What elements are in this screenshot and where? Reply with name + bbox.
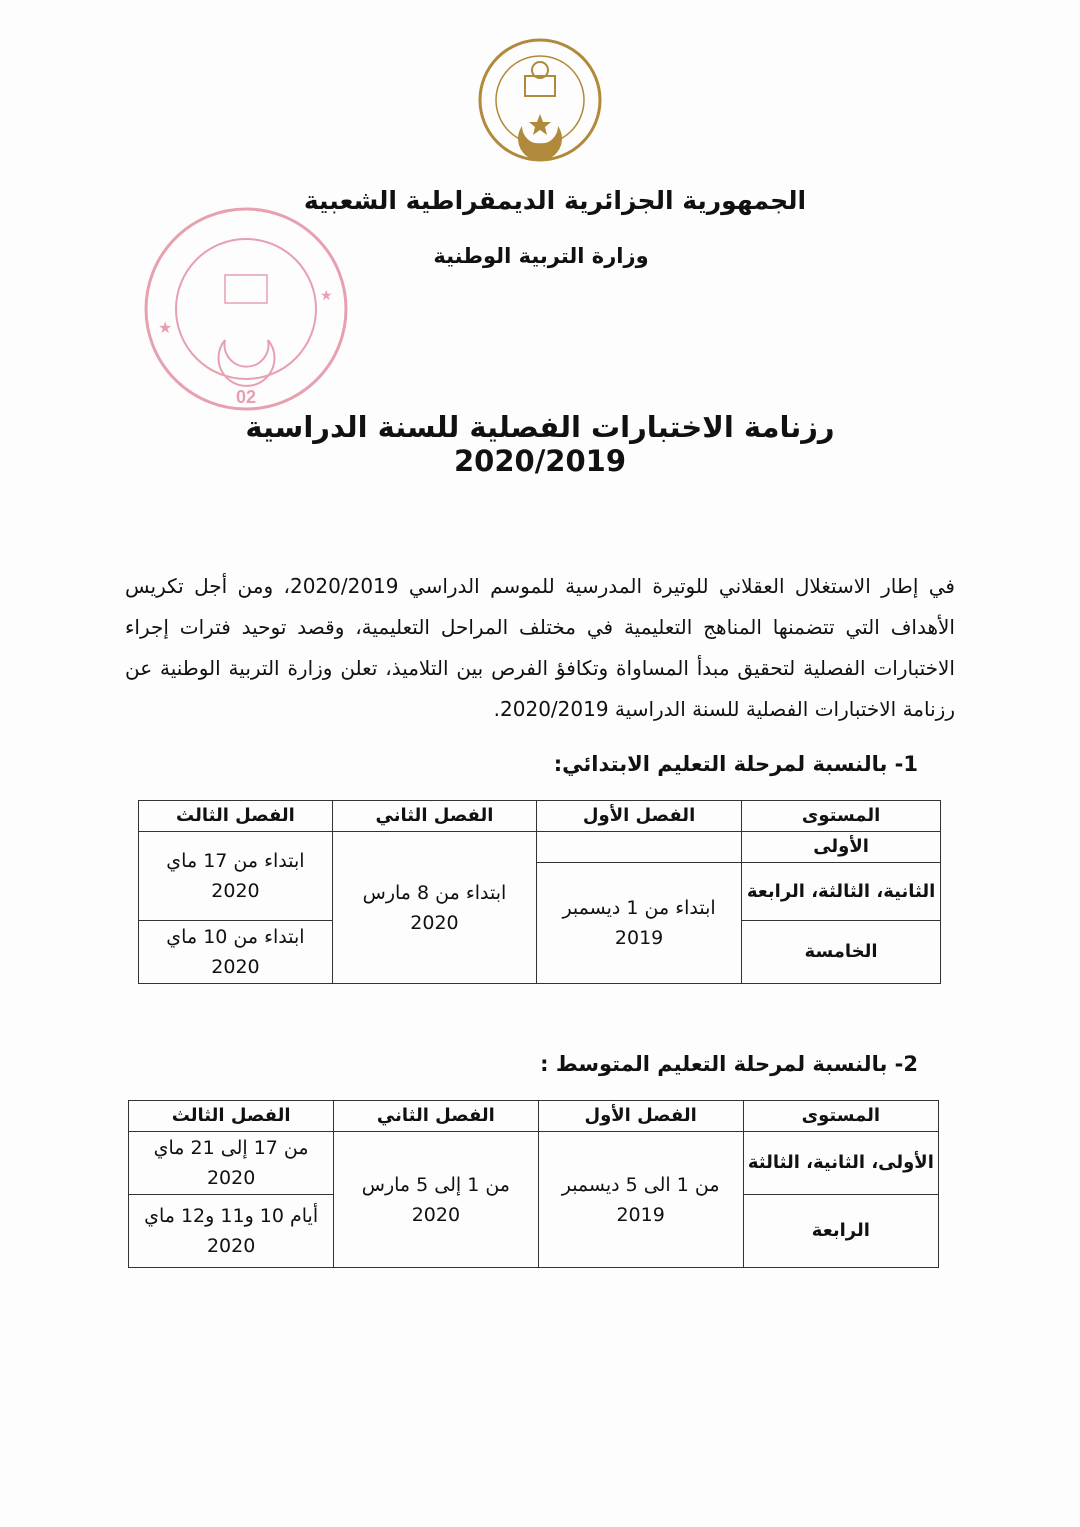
level-cell: الأولى، الثانية، الثالثة: [743, 1132, 938, 1195]
primary-schedule-table: [138, 800, 941, 984]
level-cell: الخامسة: [742, 921, 941, 984]
term3-cell: أيام 10 و11 و12 ماي 2020: [129, 1195, 334, 1268]
level-cell: الأولى: [742, 832, 941, 863]
header-term-3: الفصل الثالث: [129, 1101, 334, 1132]
level-cell: الرابعة: [743, 1195, 938, 1268]
intro-paragraph: في إطار الاستغلال العقلاني للوتيرة المدرسية للموسم الدراسي 2020/2019، ومن أجل تكريس الأهداف التي تتضمنها المناهج التعليمية في مختلف المراحل التعليمية، وقصد توحيد فترات إجراء الاختبارات الفصلية لتحقيق مبدأ المساواة وتكافؤ الفرص بين التلاميذ، تعلن وزارة التربية الوطنية عن رزنامة الاختبارات الفصلية للسنة الدراسية 2020/2019.: [125, 574, 955, 721]
header-term-2: الفصل الثاني: [332, 801, 536, 832]
term1-cell: من 1 الى 5 ديسمبر 2019: [538, 1132, 743, 1268]
table-row: [139, 832, 941, 863]
term2-cell: ابتداء من 8 مارس 2020: [332, 832, 536, 984]
term2-cell: من 1 إلى 5 مارس 2020: [334, 1132, 538, 1268]
header-level: المستوى: [743, 1101, 938, 1132]
stamp-number: 02: [236, 387, 257, 407]
svg-text:★: ★: [158, 318, 173, 337]
header-term-1: الفصل الأول: [537, 801, 742, 832]
document-title: رزنامة الاختبارات الفصلية للسنة الدراسية 2020/2019: [245, 410, 835, 478]
svg-text:★: ★: [320, 288, 333, 304]
republic-name: الجمهورية الجزائرية الديمقراطية الشعبية: [303, 186, 807, 215]
header-term-2: الفصل الثاني: [334, 1101, 538, 1132]
header-term-1: الفصل الأول: [538, 1101, 743, 1132]
header-term-3: الفصل الثالث: [139, 801, 333, 832]
level-cell: الثانية، الثالثة، الرابعة: [742, 863, 941, 921]
middle-section-heading: 2- بالنسبة لمرحلة التعليم المتوسط :: [540, 1052, 918, 1076]
table-row: [129, 1132, 939, 1195]
table-header-row: [139, 801, 941, 832]
term1-cell: [537, 832, 742, 863]
ministry-stamp: [140, 205, 355, 415]
primary-section-heading: 1- بالنسبة لمرحلة التعليم الابتدائي:: [553, 752, 918, 776]
middle-schedule-table: [128, 1100, 939, 1268]
term3-cell: من 17 إلى 21 ماي 2020: [129, 1132, 334, 1195]
term3-cell: ابتداء من 17 ماي 2020: [139, 832, 333, 921]
term1-cell: ابتداء من 1 ديسمبر 2019: [537, 863, 742, 984]
header-level: المستوى: [742, 801, 941, 832]
table-header-row: [129, 1101, 939, 1132]
term3-cell: ابتداء من 10 ماي 2020: [139, 921, 333, 984]
national-emblem-seal: [470, 38, 610, 163]
ministry-name: وزارة التربية الوطنية: [433, 244, 649, 268]
